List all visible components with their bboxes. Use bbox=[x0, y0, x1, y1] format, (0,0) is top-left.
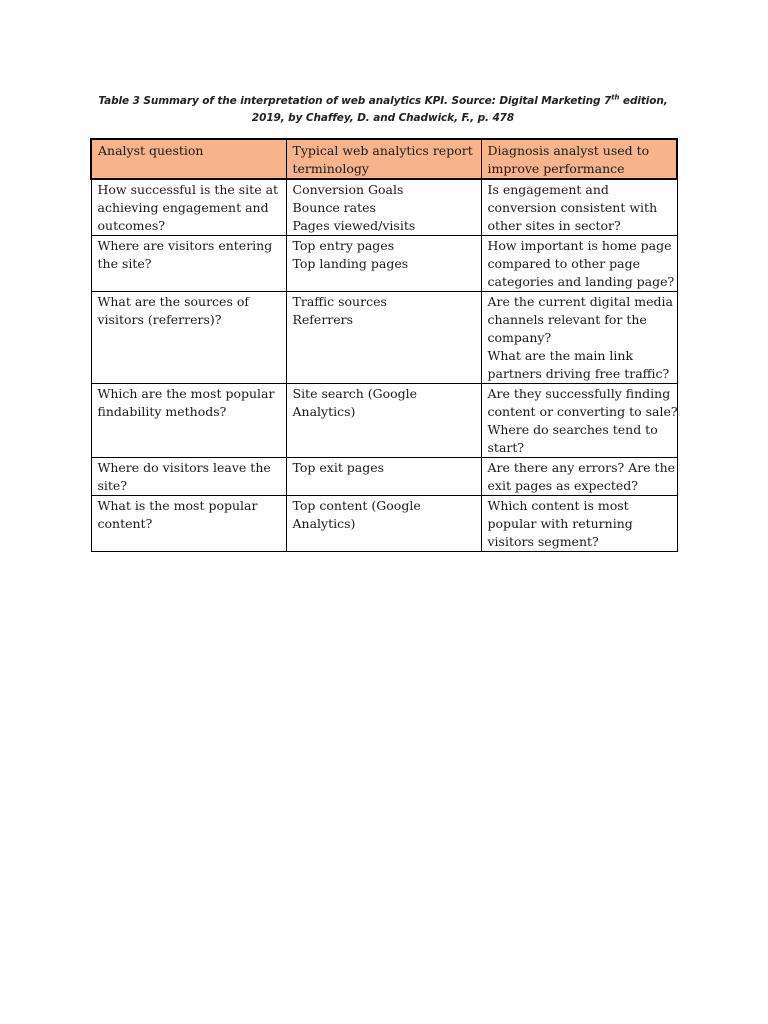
cell-line: content or converting to sale? bbox=[487, 404, 678, 419]
cell-terminology bbox=[286, 292, 481, 384]
header-line: terminology bbox=[292, 161, 369, 176]
header-line: Analyst question bbox=[98, 143, 204, 158]
table-row bbox=[91, 496, 677, 552]
cell-line: Conversion Goals bbox=[292, 182, 404, 197]
cell-line: Top landing pages bbox=[292, 256, 409, 271]
header-report-terminology bbox=[286, 139, 481, 179]
cell-line: site? bbox=[97, 478, 128, 493]
cell-question bbox=[91, 179, 286, 236]
cell-terminology bbox=[286, 458, 481, 496]
cell-line: other sites in sector? bbox=[487, 218, 621, 233]
cell-line: Site search (Google bbox=[292, 386, 418, 401]
cell-question bbox=[91, 458, 286, 496]
table-body bbox=[91, 179, 677, 552]
cell-line: Bounce rates bbox=[292, 200, 376, 215]
cell-line: Where do searches tend to bbox=[487, 422, 658, 437]
cell-question bbox=[91, 384, 286, 458]
cell-line: exit pages as expected? bbox=[487, 478, 638, 493]
table-row bbox=[91, 236, 677, 292]
cell-line: categories and landing page? bbox=[487, 274, 675, 289]
cell-line: Top exit pages bbox=[292, 460, 385, 475]
cell-terminology bbox=[286, 179, 481, 236]
table-row bbox=[91, 292, 677, 384]
table-row bbox=[91, 179, 677, 236]
cell-line: What are the main link bbox=[487, 348, 634, 363]
table-header bbox=[91, 139, 677, 179]
cell-line: Is engagement and bbox=[487, 182, 609, 197]
cell-line: Traffic sources bbox=[292, 294, 387, 309]
cell-line: compared to other page bbox=[487, 256, 641, 271]
cell-diagnosis bbox=[481, 458, 677, 496]
cell-line: content? bbox=[97, 516, 153, 531]
cell-line: start? bbox=[487, 440, 525, 455]
cell-line: the site? bbox=[97, 256, 152, 271]
cell-line: achieving engagement and bbox=[97, 200, 269, 215]
cell-line: outcomes? bbox=[97, 218, 165, 233]
cell-line: Top entry pages bbox=[292, 238, 395, 253]
table-row bbox=[91, 384, 677, 458]
header-line: Diagnosis analyst used to bbox=[487, 143, 650, 158]
cell-line: Where are visitors entering bbox=[97, 238, 273, 253]
cell-diagnosis bbox=[481, 179, 677, 236]
cell-line: company? bbox=[487, 330, 552, 345]
caption-superscript: th bbox=[611, 93, 620, 102]
cell-line: How successful is the site at bbox=[97, 182, 279, 197]
cell-question bbox=[91, 292, 286, 384]
header-analyst-question bbox=[91, 139, 286, 179]
cell-line: partners driving free traffic? bbox=[487, 366, 670, 381]
cell-line: findability methods? bbox=[97, 404, 227, 419]
cell-line: What is the most popular bbox=[97, 498, 258, 513]
cell-diagnosis bbox=[481, 236, 677, 292]
cell-terminology bbox=[286, 384, 481, 458]
cell-diagnosis bbox=[481, 292, 677, 384]
cell-question bbox=[91, 496, 286, 552]
cell-terminology bbox=[286, 236, 481, 292]
kpi-interpretation-table bbox=[90, 138, 678, 552]
header-row bbox=[91, 139, 677, 179]
cell-line: Referrers bbox=[292, 312, 354, 327]
header-diagnosis bbox=[481, 139, 677, 179]
cell-line: Analytics) bbox=[292, 404, 356, 419]
cell-line: visitors segment? bbox=[487, 534, 599, 549]
cell-line: channels relevant for the bbox=[487, 312, 647, 327]
caption-suffix: edition, 2019, by Chaffey, D. and Chadwick, F., p. 478 bbox=[251, 95, 668, 124]
header-line: Typical web analytics report bbox=[292, 143, 473, 158]
cell-line: popular with returning bbox=[487, 516, 633, 531]
cell-terminology bbox=[286, 496, 481, 552]
table-caption bbox=[90, 93, 676, 127]
cell-line: Pages viewed/visits bbox=[292, 218, 416, 233]
cell-line: conversion consistent with bbox=[487, 200, 658, 215]
cell-line: Top content (Google bbox=[292, 498, 421, 513]
cell-line: How important is home page bbox=[487, 238, 672, 253]
cell-line: Which content is most bbox=[487, 498, 629, 513]
cell-diagnosis bbox=[481, 496, 677, 552]
cell-line: Analytics) bbox=[292, 516, 356, 531]
cell-diagnosis bbox=[481, 384, 677, 458]
header-line: improve performance bbox=[487, 161, 625, 176]
cell-line: What are the sources of bbox=[97, 294, 249, 309]
cell-question bbox=[91, 236, 286, 292]
cell-line: Are they successfully finding bbox=[487, 386, 671, 401]
cell-line: Are there any errors? Are the bbox=[487, 460, 676, 475]
caption-prefix: Table 3 Summary of the interpretation of web analytics KPI. Source: Digital Marketing 7 bbox=[98, 95, 612, 107]
cell-line: Are the current digital media bbox=[487, 294, 673, 309]
table-row bbox=[91, 458, 677, 496]
cell-line: Where do visitors leave the bbox=[97, 460, 271, 475]
cell-line: Which are the most popular bbox=[97, 386, 275, 401]
cell-line: visitors (referrers)? bbox=[97, 312, 222, 327]
